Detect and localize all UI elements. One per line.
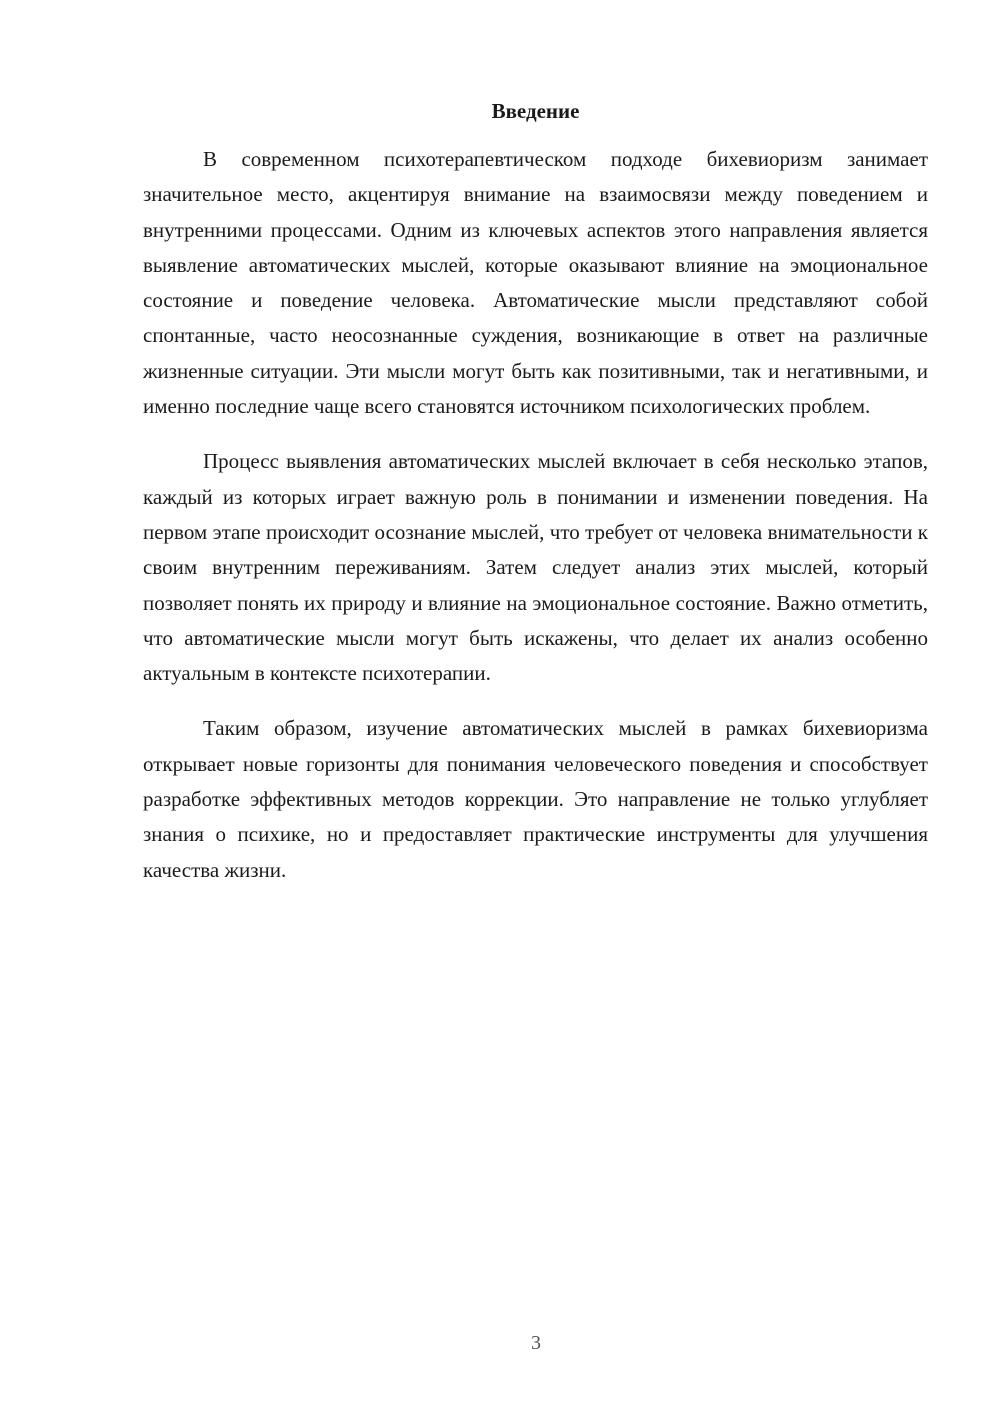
section-heading: Введение [491,99,580,123]
paragraph-1: В современном психотерапевтическом подходе бихевиоризм занимает значительное место, акцентируя внимание на взаимосвязи между поведением и внутренними процессами. Одним из ключевых аспектов этого направления является выявление автоматических мыслей, которые оказывают влияние на эмоциональное состояние и поведение человека. Автоматические мысли представляют собой спонтанные, часто неосознанные суждения, возникающие в ответ на различные жизненные ситуации. Эти мысли могут быть как позитивными, так и негативными, и именно последние чаще всего становятся источником психологических проблем. [143,147,928,419]
paragraph-3: Таким образом, изучение автоматических мыслей в рамках бихевиоризма открывает новые горизонты для понимания человеческого поведения и способствует разработке эффективных методов коррекции. Это направление не только углубляет знания о психике, но и предоставляет практические инструменты для улучшения качества жизни. [143,716,928,882]
document-page [143,96,928,908]
page-number: 3 [531,1332,541,1354]
paragraph-2: Процесс выявления автоматических мыслей включает в себя несколько этапов, каждый из которых играет важную роль в понимании и изменении поведения. На первом этапе происходит осознание мыслей, что требует от человека внимательности к своим внутренним переживаниям. Затем следует анализ этих мыслей, который позволяет понять их природу и влияние на эмоциональное состояние. Важно отметить, что автоматические мысли могут быть искажены, что делает их анализ особенно актуальным в контексте психотерапии. [143,449,928,686]
